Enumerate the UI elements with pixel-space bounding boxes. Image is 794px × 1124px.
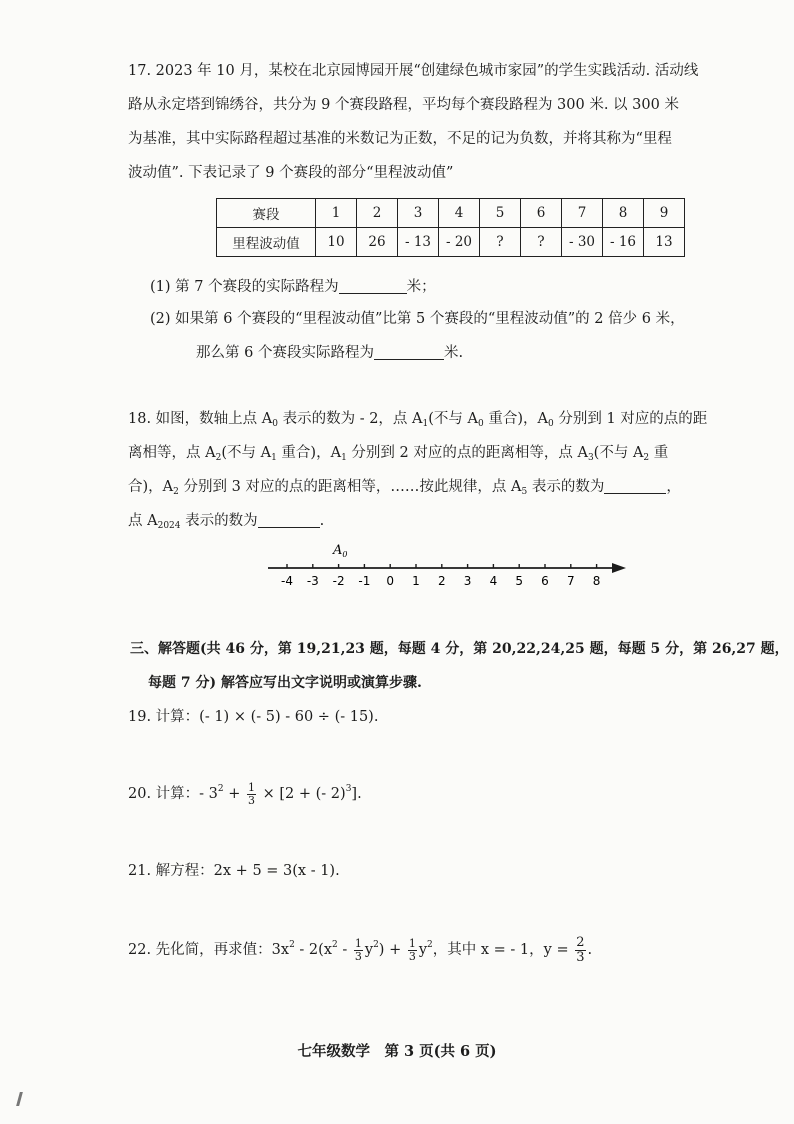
table-cell: 8 <box>603 199 644 228</box>
q17-line-2: 路从永定塔到锦绣谷，共分为 9 个赛段路程，平均每个赛段路程为 300 米. 以 300 米 <box>128 97 679 113</box>
axis-tick-label: 5 <box>515 574 524 588</box>
table-cell: 26 <box>357 228 398 257</box>
table-cell: ? <box>480 228 521 257</box>
table-cell: ? <box>521 228 562 257</box>
table-row-segments <box>217 199 685 228</box>
table-cell: 7 <box>562 199 603 228</box>
answer-blank[interactable] <box>604 477 666 494</box>
q17-part-2-line-1: (2) 如果第 6 个赛段的“里程波动值”比第 5 个赛段的“里程波动值”的 2 倍少 6 米， <box>150 311 685 327</box>
table-cell: 5 <box>480 199 521 228</box>
q17-part-2-line-2: 那么第 6 个赛段实际路程为 米. <box>196 345 464 361</box>
axis-tick-label: -2 <box>332 574 345 588</box>
table-cell: 4 <box>439 199 480 228</box>
q21-text: 21. 解方程：2x + 5 = 3(x - 1). <box>128 863 340 879</box>
section3-line-1: 三、解答题(共 46 分，第 19,21,23 题，每题 4 分，第 20,22,24,25 题，每题 5 分，第 26,27 题， <box>130 641 789 657</box>
axis-tick-label: 8 <box>592 574 601 588</box>
axis-tick-label: 1 <box>412 574 420 588</box>
point-label-a0: $A_0$ <box>333 543 348 559</box>
scan-mark <box>16 1092 23 1106</box>
table-cell: - 30 <box>562 228 603 257</box>
axis-tick-label: -4 <box>281 574 293 588</box>
mileage-table <box>216 198 685 257</box>
axis-tick-label: 7 <box>566 574 575 588</box>
q17-line-3: 为基准，其中实际路程超过基准的米数记为正数，不足的记为负数，并将其称为“里程 <box>128 131 672 147</box>
q22-text: 22. 先化简，再求值：$3x^2 - 2(x^2$ - $\frac{1}{3}$ $y^2$) + $\frac{1}{3}$ $y^2$，其中 x = - 1，y = $\frac{2}{3}$ . <box>128 934 593 965</box>
section3-line-2: 每题 7 分) 解答应写出文字说明或演算步骤. <box>148 675 422 691</box>
q17-line-4: 波动值”. 下表记录了 9 个赛段的部分“里程波动值” <box>128 165 454 181</box>
axis-arrow <box>612 563 626 573</box>
table-cell: 9 <box>644 199 685 228</box>
page-footer: 七年级数学 第 3 页(共 6 页) <box>297 1043 497 1060</box>
axis-tick-label: 0 <box>386 574 395 588</box>
table-cell: - 13 <box>398 228 439 257</box>
table-cell: 10 <box>316 228 357 257</box>
table-cell: - 20 <box>439 228 480 257</box>
table-header-segment: 赛段 <box>217 199 316 228</box>
table-cell: 3 <box>398 199 439 228</box>
answer-blank[interactable] <box>374 343 444 360</box>
axis-tick-label: 4 <box>489 574 498 588</box>
axis-tick-label: 6 <box>541 574 549 588</box>
number-line <box>0 540 794 600</box>
axis-tick-label: -3 <box>306 574 319 588</box>
answer-blank[interactable] <box>258 511 320 528</box>
table-header-value: 里程波动值 <box>217 228 316 257</box>
table-row-values <box>217 228 685 257</box>
q18-line-4: 点 $A_{2024}$ 表示的数为 . <box>128 513 325 531</box>
q18-line-3: 合)，$A_2$ 分别到 3 对应的点的距离相等，……按此规律，点 $A_5$ 表示的数为 ， <box>128 479 681 497</box>
q18-line-1: 18. 如图，数轴上点 $A_0$ 表示的数为 - 2，点 $A_1$(不与 $A_0$ 重合)，$A_0$ 分别到 1 对应的点的距 <box>128 411 708 429</box>
table-cell: 2 <box>357 199 398 228</box>
axis-tick-label: 3 <box>463 574 472 588</box>
table-cell: 6 <box>521 199 562 228</box>
q20-text: 20. 计算：- $3^2$ + $\frac{1}{3}$ × [2 + (- 2)$^3$]. <box>128 780 362 807</box>
axis-tick-label: 2 <box>437 574 446 588</box>
answer-blank[interactable] <box>339 277 407 294</box>
table-cell: - 16 <box>603 228 644 257</box>
table-cell: 1 <box>316 199 357 228</box>
q18-line-2: 离相等，点 $A_2$(不与 $A_1$ 重合)，$A_1$ 分别到 2 对应的点的距离相等，点 $A_3$(不与 $A_2$ 重 <box>128 445 669 463</box>
q19-text: 19. 计算：(- 1) × (- 5) - 60 ÷ (- 15). <box>128 709 379 725</box>
table-cell: 13 <box>644 228 685 257</box>
q17-part-1: (1) 第 7 个赛段的实际路程为 米； <box>150 279 436 295</box>
axis-tick-label: -1 <box>358 574 371 588</box>
q17-line-1: 17. 2023 年 10 月，某校在北京园博园开展“创建绿色城市家园”的学生实践活动. 活动线 <box>128 63 699 79</box>
